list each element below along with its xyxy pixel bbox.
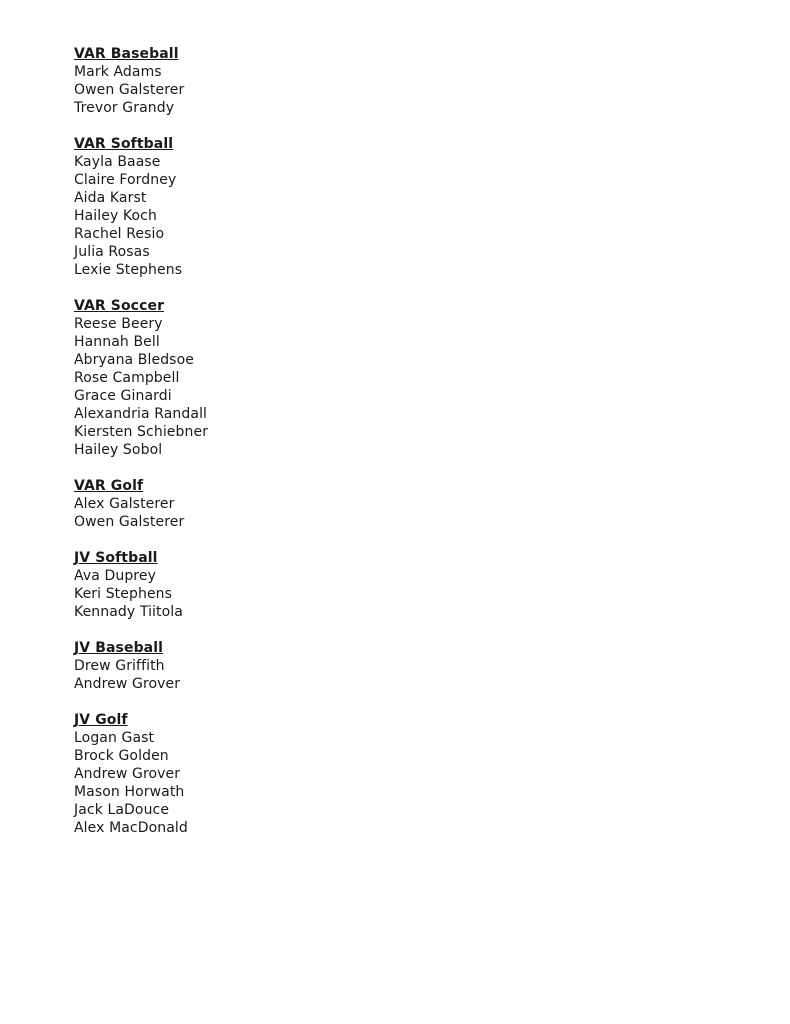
section-heading: JV Golf <box>74 712 128 728</box>
list-item: Keri Stephens <box>74 586 173 602</box>
section-var-soccer <box>74 297 674 459</box>
name-list <box>74 495 674 531</box>
list-item: Alex MacDonald <box>74 820 188 836</box>
list-item: Grace Ginardi <box>74 388 172 404</box>
list-item: Mason Horwath <box>74 784 185 800</box>
section-heading: VAR Softball <box>74 136 174 152</box>
list-item: Reese Beery <box>74 316 163 332</box>
section-var-baseball <box>74 45 674 117</box>
name-list <box>74 315 674 459</box>
name-list <box>74 63 674 117</box>
list-item: Hannah Bell <box>74 334 160 350</box>
name-list <box>74 153 674 279</box>
list-item: Aida Karst <box>74 190 147 206</box>
section-heading: VAR Golf <box>74 478 144 494</box>
list-item: Kiersten Schiebner <box>74 424 209 440</box>
list-item: Julia Rosas <box>74 244 150 260</box>
list-item: Lexie Stephens <box>74 262 183 278</box>
section-jv-baseball <box>74 639 674 693</box>
list-item: Hailey Sobol <box>74 442 163 458</box>
list-item: Hailey Koch <box>74 208 157 224</box>
list-item: Rose Campbell <box>74 370 180 386</box>
name-list <box>74 657 674 693</box>
list-item: Andrew Grover <box>74 676 181 692</box>
list-item: Alex Galsterer <box>74 496 175 512</box>
list-item: Rachel Resio <box>74 226 165 242</box>
section-heading: VAR Soccer <box>74 298 165 314</box>
list-item: Owen Galsterer <box>74 514 185 530</box>
name-list <box>74 729 674 837</box>
list-item: Mark Adams <box>74 64 162 80</box>
roster-document <box>74 45 674 855</box>
list-item: Trevor Grandy <box>74 100 175 116</box>
list-item: Alexandria Randall <box>74 406 208 422</box>
section-jv-golf <box>74 711 674 837</box>
name-list <box>74 567 674 621</box>
list-item: Jack LaDouce <box>74 802 170 818</box>
section-jv-softball <box>74 549 674 621</box>
list-item: Brock Golden <box>74 748 169 764</box>
section-var-golf <box>74 477 674 531</box>
section-heading: JV Softball <box>74 550 158 566</box>
list-item: Kayla Baase <box>74 154 161 170</box>
list-item: Abryana Bledsoe <box>74 352 194 368</box>
section-var-softball <box>74 135 674 279</box>
list-item: Logan Gast <box>74 730 155 746</box>
list-item: Claire Fordney <box>74 172 177 188</box>
section-heading: JV Baseball <box>74 640 164 656</box>
section-heading: VAR Baseball <box>74 46 179 62</box>
list-item: Andrew Grover <box>74 766 181 782</box>
list-item: Kennady Tiitola <box>74 604 183 620</box>
list-item: Ava Duprey <box>74 568 156 584</box>
list-item: Drew Griffith <box>74 658 165 674</box>
list-item: Owen Galsterer <box>74 82 185 98</box>
